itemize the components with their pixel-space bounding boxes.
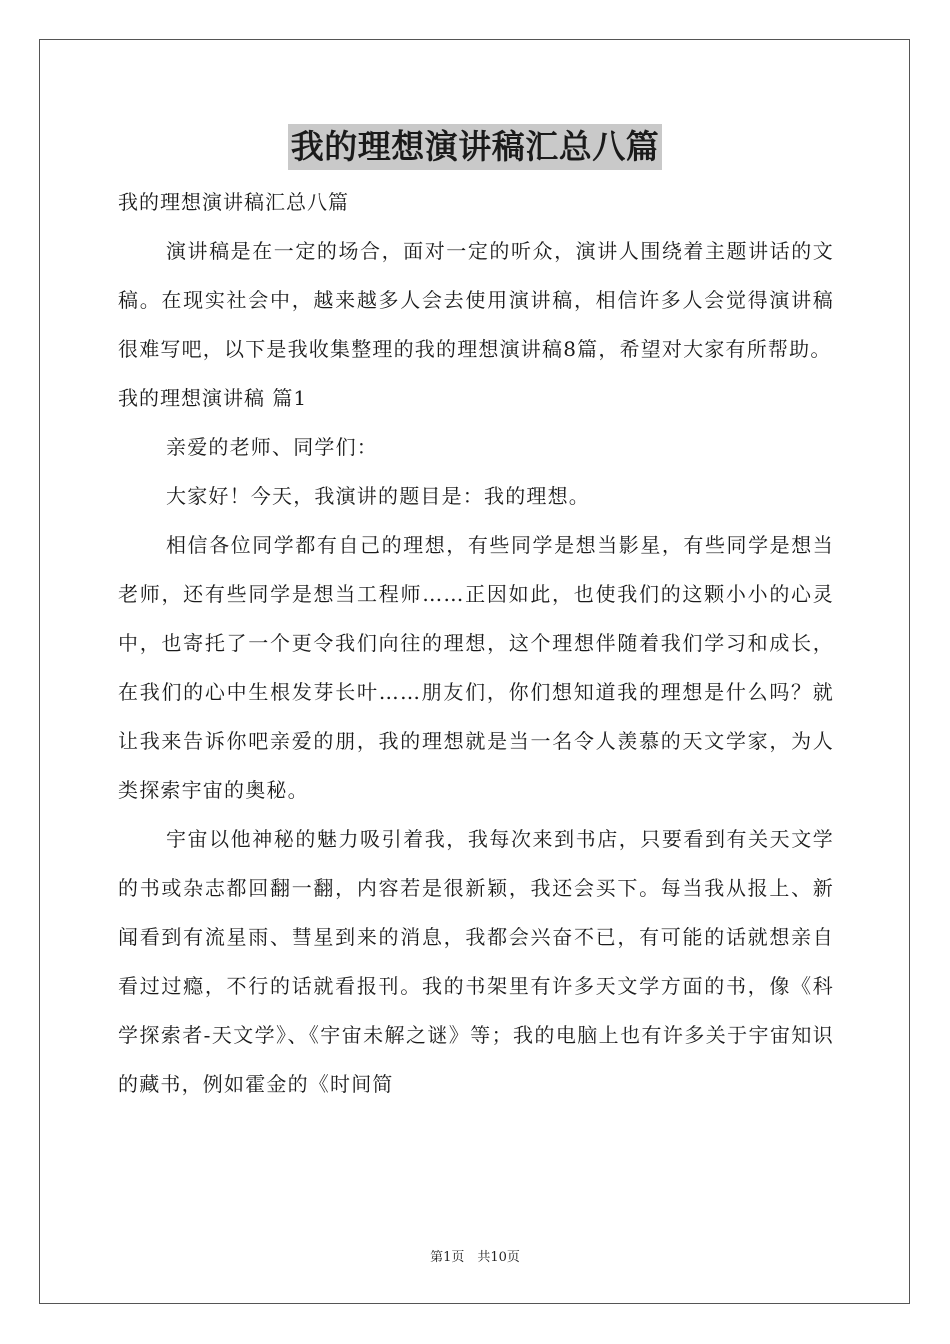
body-paragraph: 亲爱的老师、同学们： bbox=[166, 435, 378, 459]
document-subtitle: 我的理想演讲稿汇总八篇 bbox=[118, 190, 349, 214]
title-container bbox=[0, 124, 950, 170]
body-paragraph: 相信各位同学都有自己的理想，有些同学是想当影星，有些同学是想当老师，还有些同学是想当工程师……正因如此，也使我们的这颗小小的心灵中，也寄托了一个更令我们向往的理想，这个理想伴随着我们学习和成长，在我们的心中生根发芽长叶……朋友们，你们想知道我的理想是什么吗？就让我来告诉你吧亲爱的朋，我的理想就是当一名令人羡慕的天文学家，为人类探索宇宙的奥秘。 bbox=[118, 533, 834, 802]
intro-paragraph: 演讲稿是在一定的场合，面对一定的听众，演讲人围绕着主题讲话的文稿。在现实社会中，越来越多人会去使用演讲稿，相信许多人会觉得演讲稿很难写吧，以下是我收集整理的我的理想演讲稿8篇，希望对大家有所帮助。 bbox=[118, 239, 834, 361]
section-heading: 我的理想演讲稿 篇1 bbox=[118, 386, 308, 410]
body-paragraph: 大家好！今天，我演讲的题目是：我的理想。 bbox=[166, 484, 590, 508]
document-body bbox=[118, 178, 834, 1109]
page-footer: 第1页 共10页 bbox=[430, 1250, 520, 1265]
body-paragraph: 宇宙以他神秘的魅力吸引着我，我每次来到书店，只要看到有关天文学的书或杂志都回翻一翻，内容若是很新颖，我还会买下。每当我从报上、新闻看到有流星雨、彗星到来的消息，我都会兴奋不已，有可能的话就想亲自看过过瘾，不行的话就看报刊。我的书架里有许多天文学方面的书，像《科学探索者-天文学》、《宇宙未解之谜》等；我的电脑上也有许多关于宇宙知识的藏书，例如霍金的《时间简 bbox=[118, 827, 834, 1096]
document-title: 我的理想演讲稿汇总八篇 bbox=[288, 124, 663, 170]
